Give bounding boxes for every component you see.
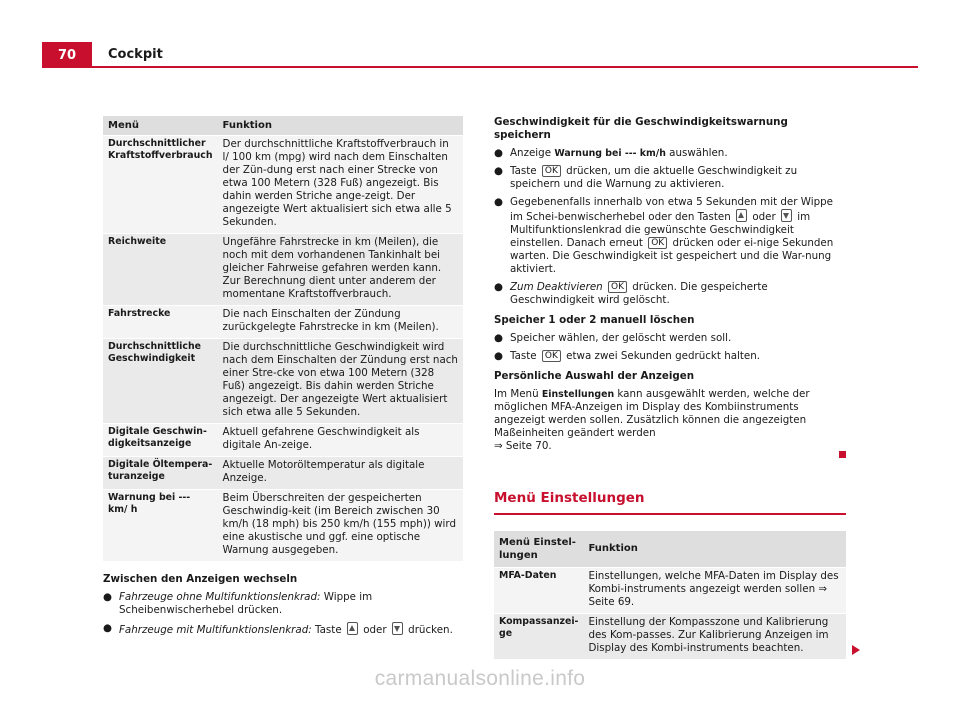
down-button-icon <box>392 622 403 635</box>
text: oder <box>359 624 390 636</box>
row-function: Aktuell gefahrene Geschwindigkeit als digitale An-zeige. <box>218 424 463 457</box>
table-header-function: Funktion <box>218 116 463 136</box>
table-header-function: Funktion <box>583 531 846 568</box>
bullet: ● <box>494 350 503 362</box>
text: Taste <box>510 165 540 177</box>
row-menu: Digitale Geschwin-digkeitsanzeige <box>103 424 218 457</box>
row-function: Einstellung der Kompasszone und Kalibrierung des Kom-passes. Zur Kalibrierung Anzeigen im Display des Kombi-instruments beachten. <box>583 613 846 659</box>
table-row <box>494 567 846 613</box>
row-function: Die nach Einschalten der Zündung zurückgelegte Fahrstrecke in km (Meilen). <box>218 306 463 339</box>
list-item <box>494 281 846 307</box>
page-number: 70 <box>42 42 92 68</box>
table-row <box>103 136 463 234</box>
section-rule <box>494 513 846 515</box>
row-function: Der durchschnittliche Kraftstoffverbrauch in l/ 100 km (mpg) wird nach dem Einschalten der Zün-dung erst nach einer Strecke von etwa 100 Metern (328 Fuß) angezeigt. Bis dahin werden Striche ange-zeigt. Der angezeigte Wert aktualisiert sich etwa alle 5 Sekunden. <box>218 136 463 234</box>
end-marker-icon <box>839 451 846 458</box>
right-column <box>494 116 846 659</box>
italic-label: Zum Deaktivieren <box>510 281 603 293</box>
list-item <box>103 591 463 617</box>
row-menu: Digitale Öltempera-turanzeige <box>103 457 218 490</box>
down-button-icon <box>781 209 792 222</box>
text: drücken, um die aktuelle Geschwindigkeit zu speichern und die Warnung zu aktivieren. <box>510 165 798 190</box>
bullet-text <box>510 196 846 276</box>
watermark: carmanualsonline.info <box>374 667 586 690</box>
text: drücken. Die gespeicherte Geschwindigkeit wird gelöscht. <box>510 281 768 306</box>
bullet: ● <box>494 281 503 293</box>
bullet-text <box>510 147 728 160</box>
list-item <box>494 147 846 160</box>
table-row <box>494 613 846 659</box>
chapter-title: Cockpit <box>108 47 163 62</box>
bullet: ● <box>494 147 503 159</box>
italic-label: Fahrzeuge mit Multifunktionslenkrad: <box>119 624 312 636</box>
bullet-text <box>119 591 463 617</box>
text: Taste <box>311 624 345 636</box>
up-button-icon <box>736 209 747 222</box>
ok-key-icon: OK <box>648 237 667 249</box>
menu-code: Einstellungen <box>541 389 615 400</box>
list-item <box>103 622 463 637</box>
list-item <box>494 165 846 191</box>
text: drücken oder ei-nige Sekunden warten. Die Geschwindigkeit ist gespeichert und die War-nung aktiviert. <box>510 237 834 275</box>
left-column <box>103 116 463 637</box>
row-menu: Durchschnittlicher Kraftstoffverbrauch <box>103 136 218 234</box>
italic-label: Fahrzeuge ohne Multifunktionslenkrad: <box>119 591 321 603</box>
row-menu: Warnung bei --- km/ h <box>103 490 218 562</box>
ok-key-icon: OK <box>542 350 561 362</box>
text: drücken. <box>404 624 453 636</box>
header-rule <box>92 66 918 68</box>
table-row <box>103 457 463 490</box>
up-button-icon <box>347 622 358 635</box>
bullet: ● <box>494 196 503 208</box>
row-menu: Fahrstrecke <box>103 306 218 339</box>
bullet-text <box>510 281 846 307</box>
page-reference: ⇒ Seite 70. <box>494 440 552 452</box>
table-header-menu: Menü <box>103 116 218 136</box>
clear-memory-heading: Speicher 1 oder 2 manuell löschen <box>494 314 695 326</box>
row-menu: Kompassanzei-ge <box>494 613 583 659</box>
mfa-menu-table <box>103 116 463 561</box>
bullet: ● <box>103 591 112 603</box>
row-function: Aktuelle Motoröltemperatur als digitale Anzeige. <box>218 457 463 490</box>
ok-key-icon: OK <box>542 165 561 177</box>
table-header-menu: Menü Einstel-lungen <box>494 531 583 568</box>
speed-warning-heading: Geschwindigkeit für die Geschwindigkeitswarnung speichern <box>494 116 788 141</box>
text: Im Menü <box>494 388 542 400</box>
personal-selection-heading: Persönliche Auswahl der Anzeigen <box>494 370 695 382</box>
row-menu: MFA-Daten <box>494 567 583 613</box>
row-menu: Reichweite <box>103 234 218 306</box>
text: auswählen. <box>665 147 728 159</box>
continue-arrow-icon <box>852 645 860 655</box>
settings-table <box>494 531 846 659</box>
text: Anzeige <box>510 147 555 159</box>
bullet-text <box>510 350 760 363</box>
list-item <box>494 196 846 276</box>
display-code: Warnung bei --- km/h <box>554 148 666 159</box>
table-row <box>103 306 463 339</box>
list-item <box>494 332 846 345</box>
table-row <box>103 339 463 424</box>
row-function: Ungefähre Fahrstrecke in km (Meilen), die noch mit dem vorhandenen Tankinhalt bei gleicher Fahrweise gefahren werden kann. Zur Berechnung dient unter anderem der momentane Kraftstoffverbrauch. <box>218 234 463 306</box>
paragraph <box>494 388 846 453</box>
row-function: Einstellungen, welche MFA-Daten im Display des Kombi-instruments angezeigt werden sollen ⇒ Seite 69. <box>583 567 846 613</box>
section-title: Menü Einstellungen <box>494 490 645 506</box>
row-function: Beim Überschreiten der gespeicherten Geschwindig-keit (im Bereich zwischen 30 km/h (18 mph) bis 250 km/h (155 mph)) wird eine akustische und ggf. eine optische Warnung ausgegeben. <box>218 490 463 562</box>
text: kann ausgewählt werden, welche der möglichen MFA-Anzeigen im Display des Kombiinstruments angezeigt werden sollen. Zusätzlich können die angezeigten Maßeinheiten geändert werden <box>494 388 810 439</box>
list-item <box>494 350 846 363</box>
text: oder <box>749 211 780 223</box>
row-menu: Durchschnittliche Geschwindigkeit <box>103 339 218 424</box>
table-row <box>103 234 463 306</box>
bullet: ● <box>494 165 503 177</box>
text: Wippe im Scheibenwischerhebel drücken. <box>119 591 373 616</box>
text: im Multifunktionslenkrad die gewünschte Geschwindigkeit einstellen. Danach erneut <box>510 211 811 249</box>
bullet: ● <box>103 622 112 634</box>
bullet-text <box>510 165 846 191</box>
bullet: ● <box>494 332 503 344</box>
table-row <box>103 424 463 457</box>
text: Gegebenenfalls innerhalb von etwa 5 Sekunden mit der Wippe im Schei-benwischerhebel oder den Tasten <box>510 196 833 223</box>
table-row <box>103 490 463 562</box>
switch-displays-heading: Zwischen den Anzeigen wechseln <box>103 573 298 585</box>
ok-key-icon: OK <box>608 281 627 293</box>
text: etwa zwei Sekunden gedrückt halten. <box>562 350 761 362</box>
text: Taste <box>510 350 540 362</box>
settings-table-wrap <box>494 531 846 659</box>
row-function: Die durchschnittliche Geschwindigkeit wird nach dem Einschalten der Zündung erst nach einer Stre-cke von etwa 100 Metern (328 Fuß) angezeigt. Bis dahin werden Striche angezeigt. Der angezeigte Wert aktualisiert sich etwa alle 5 Sekunden. <box>218 339 463 424</box>
bullet-text <box>119 622 453 637</box>
bullet-text: Speicher wählen, der gelöscht werden soll. <box>510 332 732 344</box>
